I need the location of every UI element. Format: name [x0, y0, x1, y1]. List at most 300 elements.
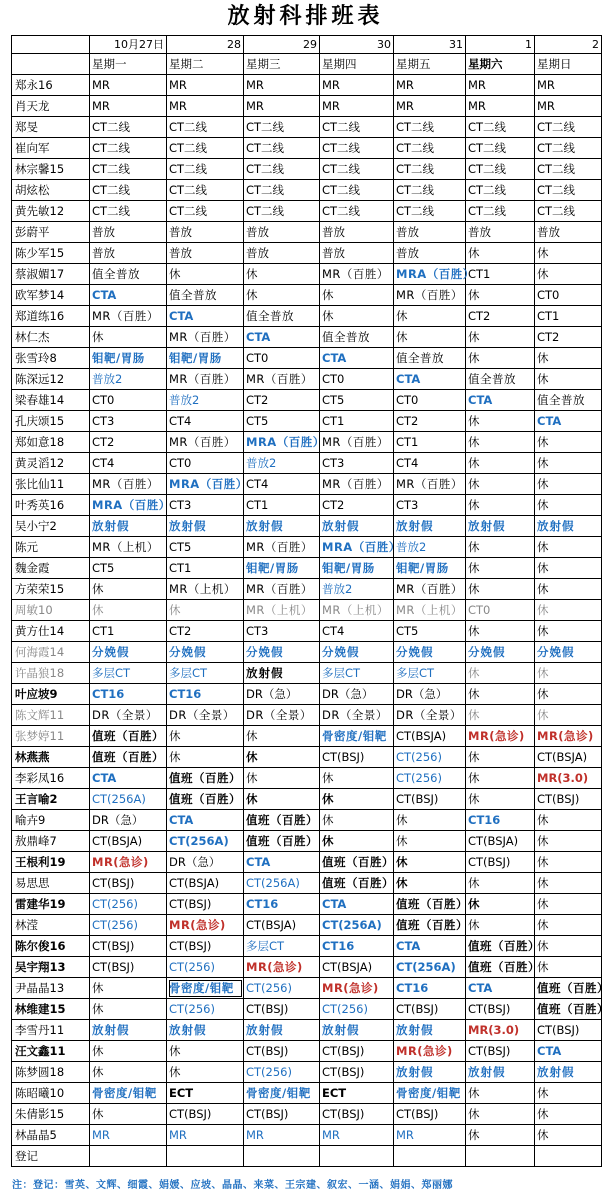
- shift-cell[interactable]: DR（急）: [90, 810, 167, 831]
- shift-cell[interactable]: 休: [466, 789, 535, 810]
- staff-name-cell[interactable]: 黄先敏12: [12, 201, 90, 222]
- shift-cell[interactable]: 普放2: [167, 390, 244, 411]
- shift-cell[interactable]: 放射假: [394, 516, 466, 537]
- shift-cell[interactable]: 值班（百胜）: [90, 726, 167, 747]
- shift-cell[interactable]: DR（全景）: [167, 705, 244, 726]
- shift-cell[interactable]: MR（上机）: [320, 600, 394, 621]
- shift-cell[interactable]: CT二线: [320, 159, 394, 180]
- shift-cell[interactable]: CT5: [394, 621, 466, 642]
- shift-cell[interactable]: 休: [466, 411, 535, 432]
- shift-cell[interactable]: MR: [535, 96, 602, 117]
- staff-name-cell[interactable]: 叶秀英16: [12, 495, 90, 516]
- shift-cell[interactable]: CT(BSJ): [167, 936, 244, 957]
- shift-cell[interactable]: CT二线: [320, 117, 394, 138]
- shift-cell[interactable]: CT0: [244, 348, 320, 369]
- shift-cell[interactable]: 值班（百胜）: [244, 810, 320, 831]
- shift-cell[interactable]: CT1: [535, 306, 602, 327]
- staff-name-cell[interactable]: 叶应坡9: [12, 684, 90, 705]
- shift-cell[interactable]: 放射假: [167, 516, 244, 537]
- staff-name-cell[interactable]: 陈元: [12, 537, 90, 558]
- shift-cell[interactable]: CT2: [244, 390, 320, 411]
- shift-cell[interactable]: CTA: [535, 411, 602, 432]
- shift-cell[interactable]: DR（急）: [244, 684, 320, 705]
- date-cell[interactable]: 30: [320, 36, 394, 54]
- staff-name-cell[interactable]: 易思思: [12, 873, 90, 894]
- shift-cell[interactable]: [535, 1146, 602, 1167]
- shift-cell[interactable]: ECT: [167, 1083, 244, 1104]
- shift-cell[interactable]: MR: [320, 1125, 394, 1146]
- staff-name-cell[interactable]: 郑旻: [12, 117, 90, 138]
- shift-cell[interactable]: 休: [535, 852, 602, 873]
- shift-cell[interactable]: CT二线: [167, 138, 244, 159]
- shift-cell[interactable]: CT0: [320, 369, 394, 390]
- weekday-cell[interactable]: 星期五: [394, 54, 466, 75]
- shift-cell[interactable]: CT(BSJ): [167, 894, 244, 915]
- shift-cell[interactable]: 值班（百胜）: [167, 768, 244, 789]
- shift-cell[interactable]: CT16: [244, 894, 320, 915]
- shift-cell[interactable]: CT(256): [244, 978, 320, 999]
- shift-cell[interactable]: CT3: [244, 621, 320, 642]
- staff-name-cell[interactable]: 黄灵滔12: [12, 453, 90, 474]
- shift-cell[interactable]: CT3: [90, 411, 167, 432]
- shift-cell[interactable]: MR（百胜）: [394, 579, 466, 600]
- shift-cell[interactable]: 值班（百胜）: [535, 978, 602, 999]
- staff-name-cell[interactable]: 黄方仕14: [12, 621, 90, 642]
- shift-cell[interactable]: 骨密度/钼靶: [90, 1083, 167, 1104]
- staff-name-cell[interactable]: 孔庆颂15: [12, 411, 90, 432]
- shift-cell[interactable]: CT二线: [90, 180, 167, 201]
- staff-name-cell[interactable]: 喻卉9: [12, 810, 90, 831]
- shift-cell[interactable]: MR(急诊): [466, 726, 535, 747]
- shift-cell[interactable]: 休: [466, 621, 535, 642]
- shift-cell[interactable]: MR（百胜）: [90, 306, 167, 327]
- shift-cell[interactable]: CT二线: [535, 117, 602, 138]
- shift-cell[interactable]: MR: [244, 1125, 320, 1146]
- shift-cell[interactable]: MR（百胜）: [394, 474, 466, 495]
- shift-cell[interactable]: 休: [535, 831, 602, 852]
- shift-cell[interactable]: CT二线: [320, 201, 394, 222]
- shift-cell[interactable]: [167, 1146, 244, 1167]
- shift-cell[interactable]: CT(BSJ): [466, 852, 535, 873]
- shift-cell[interactable]: CT2: [535, 327, 602, 348]
- shift-cell[interactable]: 休: [535, 264, 602, 285]
- shift-cell[interactable]: 休: [244, 285, 320, 306]
- shift-cell[interactable]: 值班（百胜）: [320, 873, 394, 894]
- shift-cell[interactable]: 休: [466, 558, 535, 579]
- shift-cell[interactable]: 骨密度/钼靶: [167, 978, 244, 999]
- shift-cell[interactable]: 放射假: [90, 516, 167, 537]
- shift-cell[interactable]: 放射假: [320, 516, 394, 537]
- shift-cell[interactable]: 休: [535, 873, 602, 894]
- shift-cell[interactable]: [90, 1146, 167, 1167]
- shift-cell[interactable]: 钼靶/胃肠: [244, 558, 320, 579]
- shift-cell[interactable]: CT(BSJ): [244, 999, 320, 1020]
- shift-cell[interactable]: 休: [535, 684, 602, 705]
- shift-cell[interactable]: 放射假: [244, 1020, 320, 1041]
- shift-cell[interactable]: MR: [394, 1125, 466, 1146]
- shift-cell[interactable]: 普放: [167, 243, 244, 264]
- shift-cell[interactable]: 值班（百胜）: [394, 915, 466, 936]
- shift-cell[interactable]: MR（上机）: [244, 600, 320, 621]
- shift-cell[interactable]: CT二线: [90, 201, 167, 222]
- shift-cell[interactable]: 休: [535, 432, 602, 453]
- shift-cell[interactable]: 值全普放: [90, 264, 167, 285]
- shift-cell[interactable]: CT(BSJ): [90, 957, 167, 978]
- shift-cell[interactable]: MR: [394, 96, 466, 117]
- shift-cell[interactable]: 休: [244, 264, 320, 285]
- staff-name-cell[interactable]: 胡炫松: [12, 180, 90, 201]
- staff-name-cell[interactable]: 郑如意18: [12, 432, 90, 453]
- shift-cell[interactable]: CT二线: [466, 159, 535, 180]
- staff-name-cell[interactable]: 林仁杰: [12, 327, 90, 348]
- shift-cell[interactable]: DR（全景）: [320, 705, 394, 726]
- shift-cell[interactable]: CT(BSJ): [320, 1041, 394, 1062]
- shift-cell[interactable]: CT16: [90, 684, 167, 705]
- shift-cell[interactable]: 钼靶/胃肠: [394, 558, 466, 579]
- shift-cell[interactable]: CTA: [167, 810, 244, 831]
- shift-cell[interactable]: 休: [535, 348, 602, 369]
- shift-cell[interactable]: 休: [167, 1062, 244, 1083]
- shift-cell[interactable]: CT(BSJ): [394, 999, 466, 1020]
- staff-name-cell[interactable]: 汪文鑫11: [12, 1041, 90, 1062]
- shift-cell[interactable]: CT(256A): [320, 915, 394, 936]
- staff-name-cell[interactable]: 陈尔俊16: [12, 936, 90, 957]
- shift-cell[interactable]: MR: [466, 75, 535, 96]
- shift-cell[interactable]: MR（百胜）: [394, 285, 466, 306]
- shift-cell[interactable]: 休: [535, 957, 602, 978]
- shift-cell[interactable]: 值班（百胜）: [320, 852, 394, 873]
- staff-name-cell[interactable]: 张梦婷11: [12, 726, 90, 747]
- shift-cell[interactable]: CT(256): [90, 915, 167, 936]
- shift-cell[interactable]: CT二线: [90, 159, 167, 180]
- shift-cell[interactable]: CT(256A): [167, 831, 244, 852]
- shift-cell[interactable]: CT(256): [394, 768, 466, 789]
- shift-cell[interactable]: CT3: [394, 495, 466, 516]
- staff-name-cell[interactable]: 尹晶晶13: [12, 978, 90, 999]
- shift-cell[interactable]: 钼靶/胃肠: [320, 558, 394, 579]
- shift-cell[interactable]: 休: [535, 558, 602, 579]
- shift-cell[interactable]: CT5: [320, 390, 394, 411]
- shift-cell[interactable]: MR: [535, 75, 602, 96]
- shift-cell[interactable]: 休: [535, 621, 602, 642]
- weekday-cell[interactable]: 星期四: [320, 54, 394, 75]
- weekday-cell[interactable]: 星期一: [90, 54, 167, 75]
- shift-cell[interactable]: 休: [535, 243, 602, 264]
- shift-cell[interactable]: 休: [466, 684, 535, 705]
- shift-cell[interactable]: 骨密度/钼靶: [320, 726, 394, 747]
- shift-cell[interactable]: MR（百胜）: [320, 474, 394, 495]
- staff-name-cell[interactable]: 张比仙11: [12, 474, 90, 495]
- shift-cell[interactable]: CT(256A): [244, 873, 320, 894]
- shift-cell[interactable]: CT(BSJA): [167, 873, 244, 894]
- shift-cell[interactable]: MR: [167, 96, 244, 117]
- shift-cell[interactable]: 休: [535, 537, 602, 558]
- shift-cell[interactable]: CT(BSJ): [535, 789, 602, 810]
- shift-cell[interactable]: CT二线: [244, 117, 320, 138]
- staff-name-cell[interactable]: 崔向军: [12, 138, 90, 159]
- staff-name-cell[interactable]: 吴小宁2: [12, 516, 90, 537]
- shift-cell[interactable]: CT二线: [466, 138, 535, 159]
- staff-name-cell[interactable]: 登记: [12, 1146, 90, 1167]
- shift-cell[interactable]: 休: [320, 768, 394, 789]
- shift-cell[interactable]: CT(256): [90, 894, 167, 915]
- shift-cell[interactable]: 普放2: [394, 537, 466, 558]
- staff-name-cell[interactable]: 李彩凤16: [12, 768, 90, 789]
- shift-cell[interactable]: CT二线: [167, 159, 244, 180]
- shift-cell[interactable]: 钼靶/胃肠: [167, 348, 244, 369]
- shift-cell[interactable]: CTA: [466, 390, 535, 411]
- shift-cell[interactable]: 多层CT: [394, 663, 466, 684]
- shift-cell[interactable]: 休: [535, 1104, 602, 1125]
- shift-cell[interactable]: CT2: [394, 411, 466, 432]
- shift-cell[interactable]: CT2: [320, 495, 394, 516]
- shift-cell[interactable]: 普放: [244, 243, 320, 264]
- staff-name-cell[interactable]: 郑永16: [12, 75, 90, 96]
- shift-cell[interactable]: CTA: [466, 978, 535, 999]
- shift-cell[interactable]: 放射假: [244, 663, 320, 684]
- shift-cell[interactable]: 休: [535, 705, 602, 726]
- shift-cell[interactable]: 休: [466, 453, 535, 474]
- shift-cell[interactable]: CT(256): [167, 999, 244, 1020]
- corner-cell[interactable]: [12, 36, 90, 54]
- shift-cell[interactable]: 放射假: [90, 1020, 167, 1041]
- shift-cell[interactable]: CT5: [244, 411, 320, 432]
- shift-cell[interactable]: 休: [244, 726, 320, 747]
- shift-cell[interactable]: CT二线: [535, 138, 602, 159]
- shift-cell[interactable]: 值班（百胜）: [394, 894, 466, 915]
- shift-cell[interactable]: CT二线: [320, 180, 394, 201]
- shift-cell[interactable]: MR: [90, 1125, 167, 1146]
- shift-cell[interactable]: CT二线: [90, 117, 167, 138]
- shift-cell[interactable]: MR（百胜）: [167, 327, 244, 348]
- staff-name-cell[interactable]: 彭蔚平: [12, 222, 90, 243]
- shift-cell[interactable]: MR: [167, 1125, 244, 1146]
- shift-cell[interactable]: 休: [466, 768, 535, 789]
- shift-cell[interactable]: 普放: [466, 222, 535, 243]
- shift-cell[interactable]: CT二线: [394, 138, 466, 159]
- shift-cell[interactable]: 骨密度/钼靶: [394, 1083, 466, 1104]
- shift-cell[interactable]: 普放: [535, 222, 602, 243]
- shift-cell[interactable]: CT(BSJ): [466, 999, 535, 1020]
- shift-cell[interactable]: 休: [535, 474, 602, 495]
- corner-cell[interactable]: [12, 54, 90, 75]
- shift-cell[interactable]: MR(急诊): [244, 957, 320, 978]
- shift-cell[interactable]: MR（百胜）: [320, 432, 394, 453]
- shift-cell[interactable]: CT(BSJ): [320, 1062, 394, 1083]
- shift-cell[interactable]: 休: [90, 999, 167, 1020]
- shift-cell[interactable]: MR(急诊): [320, 978, 394, 999]
- staff-name-cell[interactable]: 周敏10: [12, 600, 90, 621]
- shift-cell[interactable]: 钼靶/胃肠: [90, 348, 167, 369]
- shift-cell[interactable]: 普放: [320, 243, 394, 264]
- shift-cell[interactable]: 放射假: [394, 1020, 466, 1041]
- shift-cell[interactable]: 休: [394, 810, 466, 831]
- shift-cell[interactable]: CT(BSJ): [244, 1041, 320, 1062]
- shift-cell[interactable]: 值班（百胜）: [244, 831, 320, 852]
- shift-cell[interactable]: MR（上机）: [167, 579, 244, 600]
- shift-cell[interactable]: 休: [535, 600, 602, 621]
- date-cell[interactable]: 28: [167, 36, 244, 54]
- staff-name-cell[interactable]: 吴宇翔13: [12, 957, 90, 978]
- shift-cell[interactable]: CT0: [90, 390, 167, 411]
- shift-cell[interactable]: 休: [466, 537, 535, 558]
- shift-cell[interactable]: CT(BSJ): [535, 1020, 602, 1041]
- shift-cell[interactable]: CT二线: [167, 117, 244, 138]
- shift-cell[interactable]: 骨密度/钼靶: [244, 1083, 320, 1104]
- shift-cell[interactable]: 值全普放: [466, 369, 535, 390]
- shift-cell[interactable]: CT16: [320, 936, 394, 957]
- staff-name-cell[interactable]: 方荣荣15: [12, 579, 90, 600]
- shift-cell[interactable]: MR: [167, 75, 244, 96]
- shift-cell[interactable]: 休: [466, 285, 535, 306]
- shift-cell[interactable]: CT1: [394, 432, 466, 453]
- shift-cell[interactable]: 休: [90, 600, 167, 621]
- shift-cell[interactable]: CTA: [244, 852, 320, 873]
- shift-cell[interactable]: 休: [167, 726, 244, 747]
- shift-cell[interactable]: 休: [466, 873, 535, 894]
- shift-cell[interactable]: CT1: [466, 264, 535, 285]
- shift-cell[interactable]: CT(256): [320, 999, 394, 1020]
- weekday-cell[interactable]: 星期二: [167, 54, 244, 75]
- staff-name-cell[interactable]: 陈文辉11: [12, 705, 90, 726]
- shift-cell[interactable]: 值班（百胜）: [90, 747, 167, 768]
- shift-cell[interactable]: CT2: [167, 621, 244, 642]
- shift-cell[interactable]: CT(BSJ): [90, 873, 167, 894]
- shift-cell[interactable]: CT3: [167, 495, 244, 516]
- shift-cell[interactable]: 休: [320, 810, 394, 831]
- staff-name-cell[interactable]: 郑道练16: [12, 306, 90, 327]
- shift-cell[interactable]: 值班（百胜）: [535, 999, 602, 1020]
- shift-cell[interactable]: 休: [466, 1104, 535, 1125]
- shift-cell[interactable]: 休: [535, 810, 602, 831]
- shift-cell[interactable]: MR(3.0): [535, 768, 602, 789]
- shift-cell[interactable]: CT(256A): [394, 957, 466, 978]
- shift-cell[interactable]: ECT: [320, 1083, 394, 1104]
- shift-cell[interactable]: CT(256): [167, 957, 244, 978]
- shift-cell[interactable]: CT(BSJA): [466, 831, 535, 852]
- shift-cell[interactable]: 值全普放: [244, 306, 320, 327]
- shift-cell[interactable]: CT二线: [466, 117, 535, 138]
- shift-cell[interactable]: 普放: [394, 243, 466, 264]
- shift-cell[interactable]: MR(急诊): [535, 726, 602, 747]
- shift-cell[interactable]: CT二线: [320, 138, 394, 159]
- staff-name-cell[interactable]: 陈梦圆18: [12, 1062, 90, 1083]
- shift-cell[interactable]: CTA: [394, 936, 466, 957]
- shift-cell[interactable]: CT(BSJA): [244, 915, 320, 936]
- shift-cell[interactable]: 放射假: [320, 1020, 394, 1041]
- shift-cell[interactable]: 分娩假: [90, 642, 167, 663]
- shift-cell[interactable]: CT5: [90, 558, 167, 579]
- shift-cell[interactable]: CT2: [90, 432, 167, 453]
- shift-cell[interactable]: CT二线: [394, 201, 466, 222]
- shift-cell[interactable]: DR（全景）: [394, 705, 466, 726]
- shift-cell[interactable]: 普放2: [244, 453, 320, 474]
- shift-cell[interactable]: 休: [244, 789, 320, 810]
- shift-cell[interactable]: 休: [394, 852, 466, 873]
- shift-cell[interactable]: CT(256A): [90, 789, 167, 810]
- staff-name-cell[interactable]: 许晶狼18: [12, 663, 90, 684]
- shift-cell[interactable]: 值班（百胜）: [167, 789, 244, 810]
- shift-cell[interactable]: CT5: [167, 537, 244, 558]
- shift-cell[interactable]: 休: [244, 768, 320, 789]
- shift-cell[interactable]: MR（百胜）: [244, 537, 320, 558]
- shift-cell[interactable]: MRA（百胜）: [320, 537, 394, 558]
- staff-name-cell[interactable]: 林宗馨15: [12, 159, 90, 180]
- shift-cell[interactable]: 放射假: [394, 1062, 466, 1083]
- shift-cell[interactable]: MR(急诊): [167, 915, 244, 936]
- shift-cell[interactable]: 值全普放: [394, 348, 466, 369]
- shift-cell[interactable]: 休: [466, 432, 535, 453]
- shift-cell[interactable]: CT二线: [167, 201, 244, 222]
- shift-cell[interactable]: DR（急）: [167, 852, 244, 873]
- shift-cell[interactable]: 放射假: [167, 1020, 244, 1041]
- shift-cell[interactable]: MR: [320, 75, 394, 96]
- shift-cell[interactable]: 值全普放: [167, 285, 244, 306]
- staff-name-cell[interactable]: 林燕燕: [12, 747, 90, 768]
- shift-cell[interactable]: CT(256): [244, 1062, 320, 1083]
- shift-cell[interactable]: 多层CT: [90, 663, 167, 684]
- staff-name-cell[interactable]: 张雪玲8: [12, 348, 90, 369]
- staff-name-cell[interactable]: 朱倩影15: [12, 1104, 90, 1125]
- shift-cell[interactable]: 普放2: [90, 369, 167, 390]
- shift-cell[interactable]: 普放: [320, 222, 394, 243]
- shift-cell[interactable]: CT2: [466, 306, 535, 327]
- shift-cell[interactable]: MR（百胜）: [167, 432, 244, 453]
- shift-cell[interactable]: 休: [394, 327, 466, 348]
- staff-name-cell[interactable]: 欧军梦14: [12, 285, 90, 306]
- shift-cell[interactable]: 分娩假: [244, 642, 320, 663]
- shift-cell[interactable]: 休: [466, 747, 535, 768]
- shift-cell[interactable]: CT0: [167, 453, 244, 474]
- shift-cell[interactable]: CT二线: [394, 117, 466, 138]
- shift-cell[interactable]: MR: [466, 96, 535, 117]
- shift-cell[interactable]: 普放: [244, 222, 320, 243]
- shift-cell[interactable]: 休: [394, 831, 466, 852]
- shift-cell[interactable]: CTA: [90, 768, 167, 789]
- shift-cell[interactable]: MR: [320, 96, 394, 117]
- shift-cell[interactable]: CTA: [244, 327, 320, 348]
- shift-cell[interactable]: 休: [320, 831, 394, 852]
- staff-name-cell[interactable]: 梁春雄14: [12, 390, 90, 411]
- shift-cell[interactable]: 休: [535, 1083, 602, 1104]
- shift-cell[interactable]: 分娩假: [466, 642, 535, 663]
- shift-cell[interactable]: CT4: [394, 453, 466, 474]
- shift-cell[interactable]: MR: [394, 75, 466, 96]
- shift-cell[interactable]: CTA: [394, 369, 466, 390]
- staff-name-cell[interactable]: 雷建华19: [12, 894, 90, 915]
- staff-name-cell[interactable]: 王言喻2: [12, 789, 90, 810]
- shift-cell[interactable]: CT1: [90, 621, 167, 642]
- shift-cell[interactable]: CT(BSJ): [394, 789, 466, 810]
- date-cell[interactable]: 29: [244, 36, 320, 54]
- shift-cell[interactable]: MR（上机）: [394, 600, 466, 621]
- staff-name-cell[interactable]: 李雪丹11: [12, 1020, 90, 1041]
- shift-cell[interactable]: MR: [244, 96, 320, 117]
- shift-cell[interactable]: MRA（百胜）: [167, 474, 244, 495]
- shift-cell[interactable]: CT16: [466, 810, 535, 831]
- shift-cell[interactable]: 休: [535, 894, 602, 915]
- staff-name-cell[interactable]: 陈深远12: [12, 369, 90, 390]
- shift-cell[interactable]: CT0: [394, 390, 466, 411]
- shift-cell[interactable]: CT(BSJ): [320, 747, 394, 768]
- shift-cell[interactable]: MR(3.0): [466, 1020, 535, 1041]
- shift-cell[interactable]: 放射假: [244, 516, 320, 537]
- shift-cell[interactable]: 休: [90, 1062, 167, 1083]
- shift-cell[interactable]: MRA（百胜）: [394, 264, 466, 285]
- staff-name-cell[interactable]: 林滢: [12, 915, 90, 936]
- shift-cell[interactable]: 休: [535, 495, 602, 516]
- shift-cell[interactable]: CT二线: [244, 180, 320, 201]
